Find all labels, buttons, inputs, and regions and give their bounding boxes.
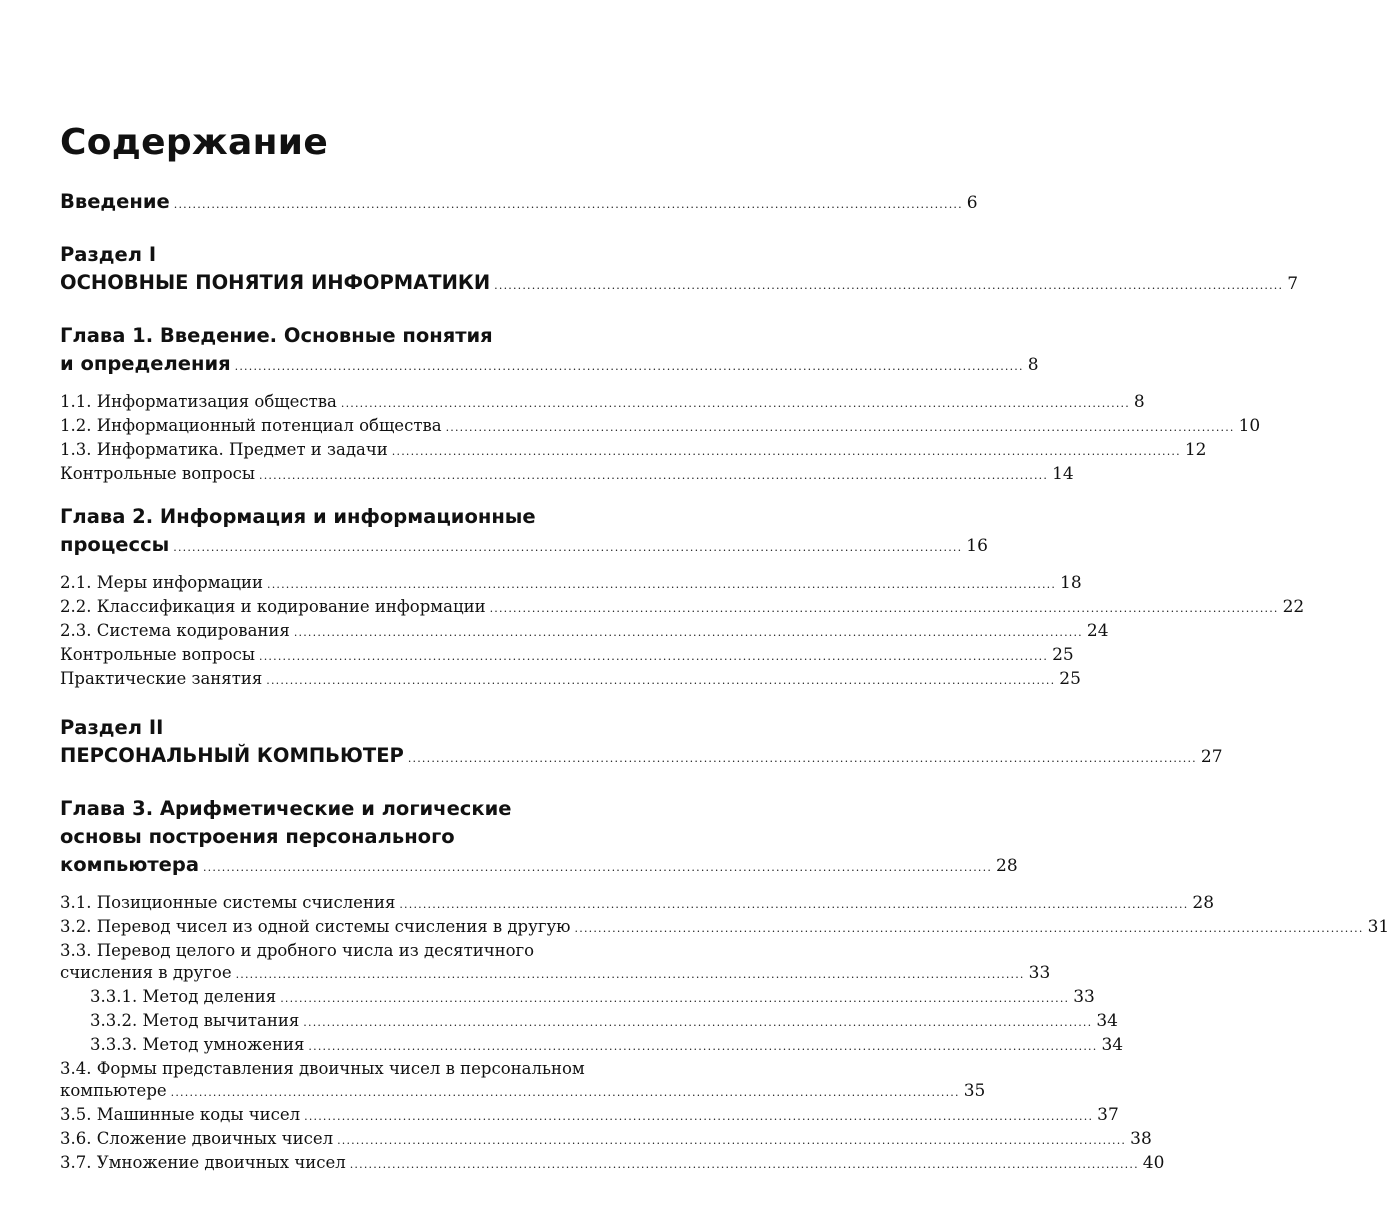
entry-page: 35 (963, 1081, 986, 1101)
chapter-heading: Глава 2. Информация и информационные (60, 505, 536, 528)
entry-label: 1.3. Информатика. Предмет и задачи (60, 440, 388, 459)
entry-page: 33 (1073, 987, 1095, 1007)
entry-label: 1.1. Информатизация общества (60, 392, 337, 411)
entry-label: компьютера (60, 853, 199, 876)
dot-leader: ........................................................................................................................................................................ (349, 1158, 1139, 1171)
entry-label: Введение (60, 190, 170, 213)
entry-label: 3.7. Умножение двоичных чисел (60, 1153, 346, 1172)
entry-page: 34 (1101, 1035, 1124, 1055)
toc-entry[interactable] (60, 415, 1261, 439)
entry-label: процессы (60, 533, 170, 556)
toc-entry[interactable] (60, 644, 1074, 668)
dot-leader: ........................................................................................................................................................................ (173, 198, 963, 211)
dot-leader: ........................................................................................................................................................................ (280, 992, 1070, 1005)
toc-entry[interactable] (60, 1034, 1124, 1058)
entry-label: 3.5. Машинные коды чисел (60, 1105, 301, 1124)
entry-label: 3.3.2. Метод вычитания (90, 1011, 300, 1030)
toc-entry[interactable] (60, 463, 1074, 487)
entry-page: 22 (1282, 597, 1305, 617)
dot-leader: ........................................................................................................................................................................ (303, 1016, 1093, 1029)
toc-entry[interactable] (60, 572, 1082, 596)
entry-page: 37 (1097, 1105, 1119, 1125)
dot-leader: ........................................................................................................................................................................ (259, 469, 1049, 482)
dot-leader: ........................................................................................................................................................................ (293, 626, 1083, 639)
entry-label: Практические занятия (60, 669, 263, 688)
entry-label-line: 3.3. Перевод целого и дробного числа из десятичного (60, 941, 535, 960)
entry-label: 2.2. Классификация и кодирование информации (60, 597, 486, 616)
entry-page: 10 (1238, 416, 1261, 436)
toc-entry[interactable] (60, 439, 1207, 463)
chapter-heading: основы построения персонального (60, 825, 455, 848)
dot-leader: ........................................................................................................................................................................ (234, 360, 1024, 373)
toc-entry-intro[interactable] (60, 188, 978, 219)
entry-page: 27 (1200, 747, 1223, 767)
entry-page: 33 (1028, 963, 1051, 983)
dot-leader: ........................................................................................................................................................................ (445, 421, 1235, 434)
dot-leader: ........................................................................................................................................................................ (308, 1040, 1098, 1053)
toc-entry[interactable] (60, 916, 1389, 940)
dot-leader: ........................................................................................................................................................................ (170, 1086, 960, 1099)
chapter-heading: Глава 1. Введение. Основные понятия (60, 324, 493, 347)
entry-label: ОСНОВНЫЕ ПОНЯТИЯ ИНФОРМАТИКИ (60, 271, 491, 294)
toc-entry[interactable] (60, 1010, 1118, 1034)
toc-entry[interactable] (60, 986, 1095, 1010)
entry-page: 18 (1060, 573, 1082, 593)
entry-label: 2.1. Меры информации (60, 573, 264, 592)
dot-leader: ........................................................................................................................................................................ (266, 674, 1056, 687)
dot-leader: ........................................................................................................................................................................ (235, 968, 1025, 981)
entry-label: Контрольные вопросы (60, 464, 256, 483)
entry-label: компьютере (60, 1081, 167, 1100)
dot-leader: ........................................................................................................................................................................ (337, 1134, 1127, 1147)
entry-label: ПЕРСОНАЛЬНЫЙ КОМПЬЮТЕР (60, 744, 404, 767)
toc-entry-chapter-2[interactable] (60, 531, 988, 562)
dot-leader: ........................................................................................................................................................................ (267, 578, 1057, 591)
entry-page: 8 (1133, 392, 1145, 412)
dot-leader: ........................................................................................................................................................................ (574, 922, 1364, 935)
entry-label: 3.3.1. Метод деления (90, 987, 277, 1006)
entry-page: 34 (1096, 1011, 1118, 1031)
toc-entry[interactable] (60, 1104, 1119, 1128)
section-heading: Раздел I (60, 243, 157, 266)
dot-leader: ........................................................................................................................................................................ (489, 602, 1279, 615)
entry-page: 40 (1142, 1153, 1165, 1173)
entry-label: Контрольные вопросы (60, 645, 256, 664)
dot-leader: ........................................................................................................................................................................ (340, 397, 1130, 410)
toc-entry[interactable] (60, 1128, 1152, 1152)
entry-page: 24 (1086, 621, 1109, 641)
toc-entry-section-2[interactable] (60, 742, 1223, 773)
entry-page: 25 (1052, 645, 1074, 665)
dot-leader: ........................................................................................................................................................................ (202, 861, 993, 874)
dot-leader: ........................................................................................................................................................................ (407, 752, 1197, 765)
entry-label: 3.2. Перевод чисел из одной системы счисления в другую (60, 917, 571, 936)
toc-entry[interactable] (60, 962, 1051, 986)
toc-entry[interactable] (60, 1152, 1165, 1176)
toc-entry[interactable] (60, 391, 1145, 415)
entry-page: 25 (1059, 669, 1081, 689)
entry-page: 8 (1027, 355, 1039, 375)
entry-label: 1.2. Информационный потенциал общества (60, 416, 442, 435)
dot-leader: ........................................................................................................................................................................ (259, 650, 1049, 663)
entry-label: 3.3.3. Метод умножения (90, 1035, 305, 1054)
entry-label: счисления в другое (60, 963, 232, 982)
section-heading: Раздел II (60, 716, 164, 739)
entry-page: 16 (966, 536, 988, 556)
entry-page: 38 (1130, 1129, 1152, 1149)
entry-label: 2.3. Система кодирования (60, 621, 290, 640)
dot-leader: ........................................................................................................................................................................ (399, 898, 1189, 911)
entry-page: 6 (966, 193, 978, 213)
toc-entry-chapter-3[interactable] (60, 851, 1018, 882)
entry-page: 28 (1192, 893, 1215, 913)
toc-entry[interactable] (60, 668, 1081, 692)
toc-entry[interactable] (60, 596, 1305, 620)
entry-label: и определения (60, 352, 231, 375)
entry-label-line: 3.4. Формы представления двоичных чисел в персональном (60, 1059, 585, 1078)
entry-page: 28 (996, 856, 1018, 876)
dot-leader: ........................................................................................................................................................................ (494, 279, 1284, 292)
entry-page: 7 (1287, 274, 1299, 294)
dot-leader: ........................................................................................................................................................................ (391, 445, 1181, 458)
toc-entry-chapter-1[interactable] (60, 350, 1039, 381)
toc-page (60, 118, 1389, 1176)
toc-entry[interactable] (60, 1080, 986, 1104)
toc-entry-section-1[interactable] (60, 269, 1299, 300)
entry-page: 31 (1367, 917, 1389, 937)
entry-label: 3.6. Сложение двоичных чисел (60, 1129, 334, 1148)
entry-page: 12 (1184, 440, 1207, 460)
dot-leader: ........................................................................................................................................................................ (173, 541, 963, 554)
dot-leader: ........................................................................................................................................................................ (304, 1110, 1094, 1123)
page-title: Содержание (60, 122, 329, 163)
entry-label: 3.1. Позиционные системы счисления (60, 893, 396, 912)
toc-entry[interactable] (60, 892, 1215, 916)
entry-page: 14 (1052, 464, 1074, 484)
chapter-heading: Глава 3. Арифметические и логические (60, 797, 512, 820)
toc-entry[interactable] (60, 620, 1109, 644)
